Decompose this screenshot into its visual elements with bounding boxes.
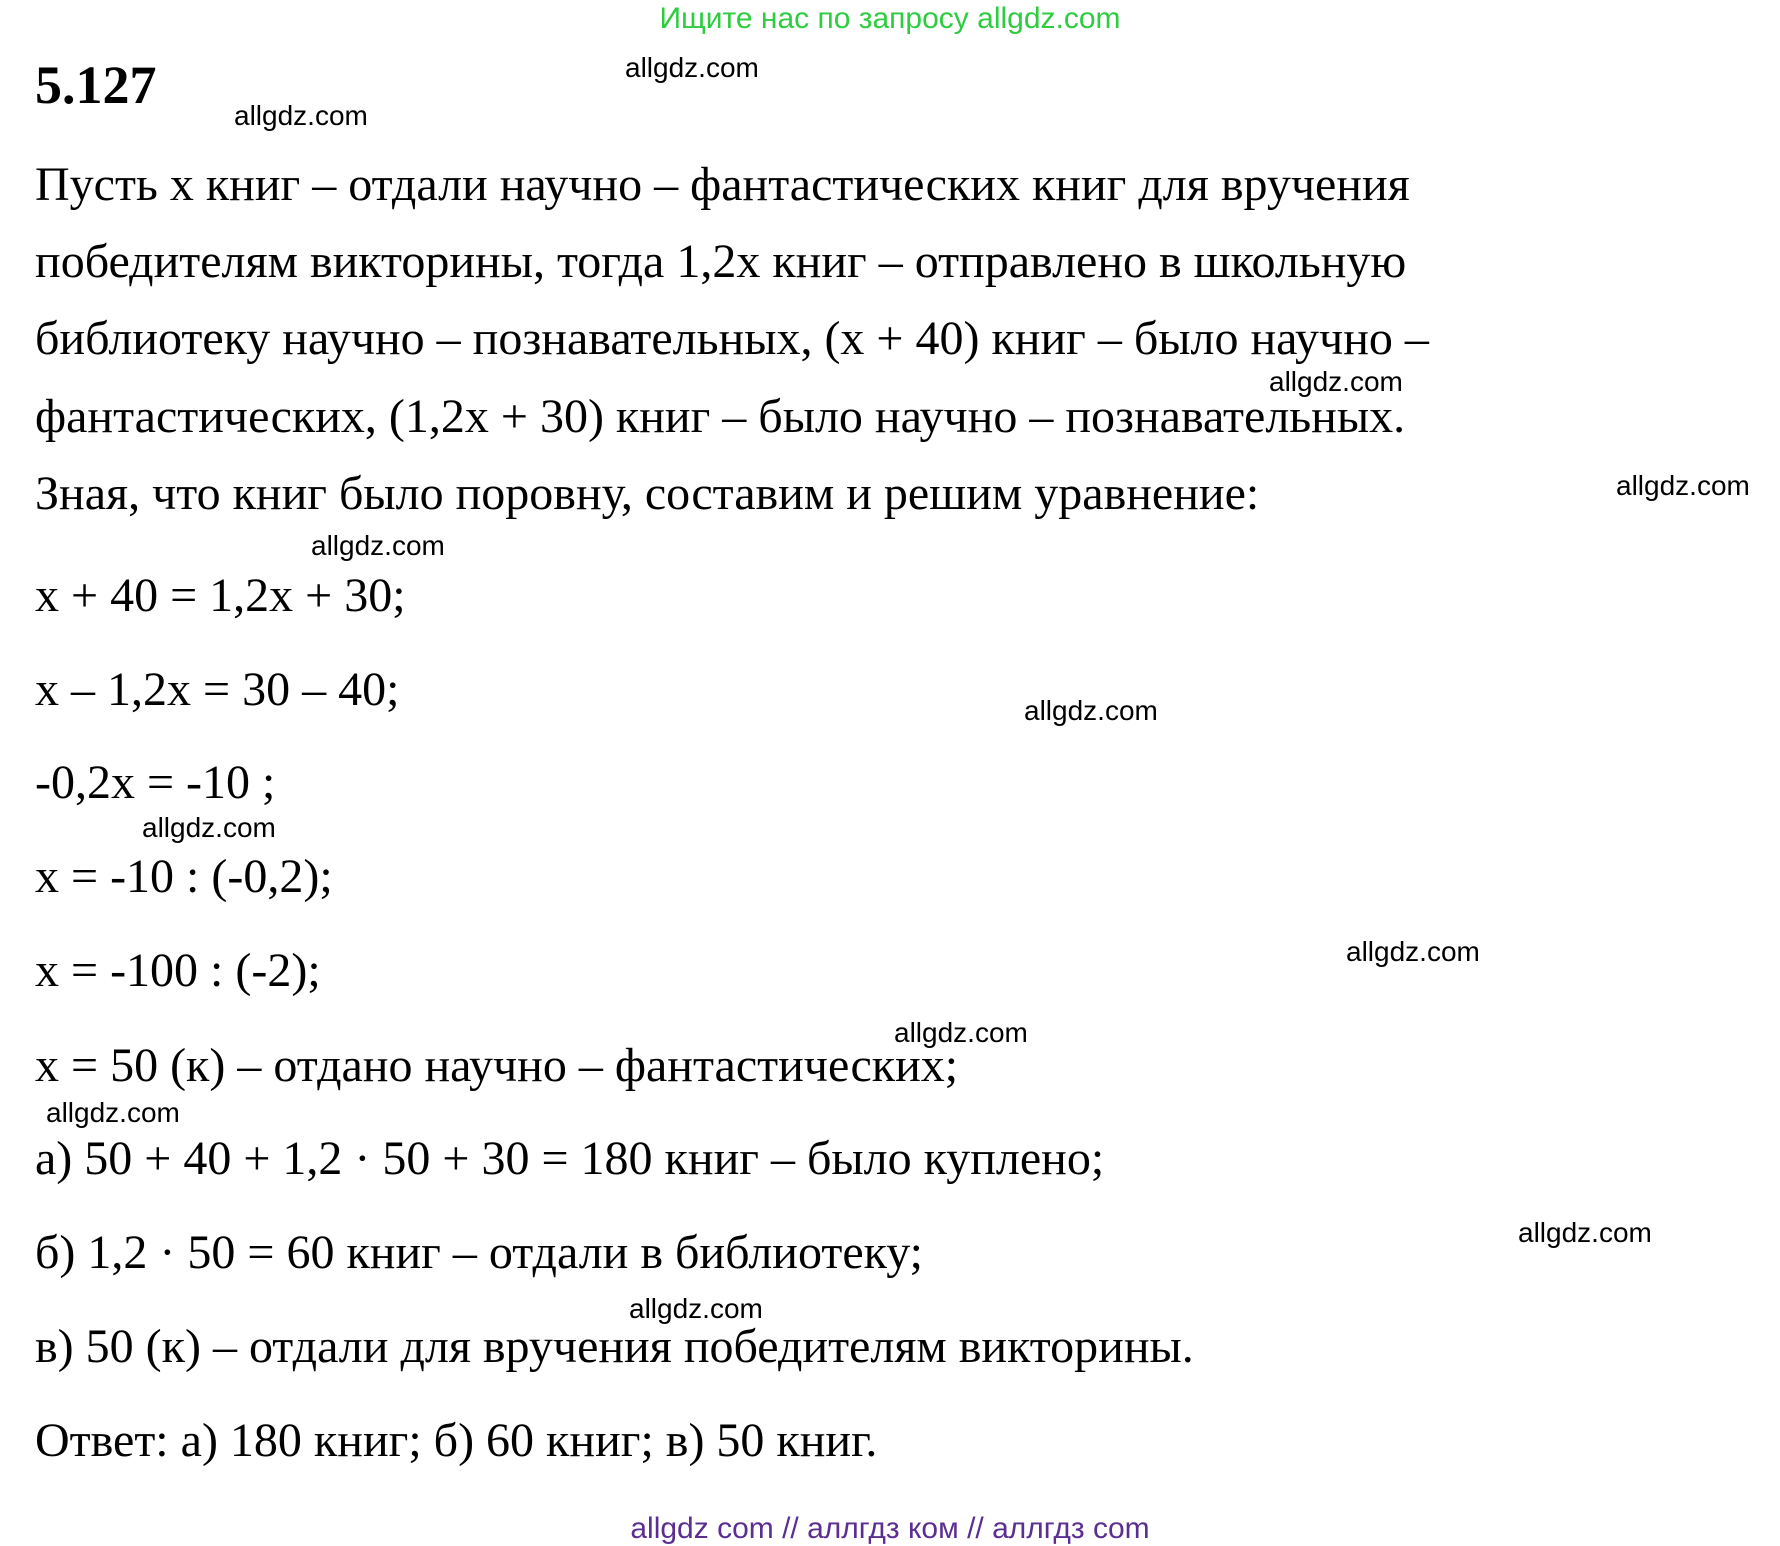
watermark: allgdz.com: [625, 52, 759, 83]
answer-c-line: в) 50 (к) – отдали для вручения победителям викторины.: [35, 1320, 1194, 1373]
intro-line-1: Пусть х книг – отдали научно – фантастических книг для вручения: [35, 158, 1410, 211]
watermark: allgdz.com: [1518, 1217, 1652, 1248]
watermark: allgdz.com: [46, 1097, 180, 1128]
intro-line-5: Зная, что книг было поровну, составим и решим уравнение:: [35, 467, 1260, 520]
step-line-3: -0,2х = -10 ;: [35, 756, 276, 809]
footer-links: allgdz com // аллгдз ком // аллгдз com: [630, 1512, 1150, 1545]
step-line-6: х = 50 (к) – отдано научно – фантастических;: [35, 1039, 959, 1092]
watermark: allgdz.com: [629, 1293, 763, 1324]
step-line-4: х = -10 : (-0,2);: [35, 850, 333, 903]
watermark: allgdz.com: [311, 530, 445, 561]
answer-b-line: б) 1,2 · 50 = 60 книг – отдали в библиотеку;: [35, 1226, 923, 1279]
step-line-1: х + 40 = 1,2х + 30;: [35, 569, 406, 622]
watermark: allgdz.com: [142, 812, 276, 843]
final-answer-line: Ответ: а) 180 книг; б) 60 книг; в) 50 книг.: [35, 1414, 878, 1467]
watermark: allgdz.com: [894, 1017, 1028, 1048]
answer-a-line: а) 50 + 40 + 1,2 · 50 + 30 = 180 книг – было куплено;: [35, 1132, 1105, 1185]
step-line-5: х = -100 : (-2);: [35, 944, 321, 997]
problem-number: 5.127: [35, 55, 157, 115]
intro-line-3: библиотеку научно – познавательных, (х + 40) книг – было научно –: [35, 312, 1429, 365]
watermark: allgdz.com: [1269, 366, 1403, 397]
watermark: allgdz.com: [1616, 470, 1750, 501]
step-line-2: х – 1,2х = 30 – 40;: [35, 663, 400, 716]
watermark: allgdz.com: [234, 100, 368, 131]
watermark: allgdz.com: [1346, 936, 1480, 967]
top-banner: Ищите нас по запросу allgdz.com: [659, 2, 1121, 35]
watermark: allgdz.com: [1024, 695, 1158, 726]
intro-line-4: фантастических, (1,2х + 30) книг – было научно – познавательных.: [35, 390, 1406, 443]
intro-line-2: победителям викторины, тогда 1,2х книг – отправлено в школьную: [35, 235, 1407, 288]
